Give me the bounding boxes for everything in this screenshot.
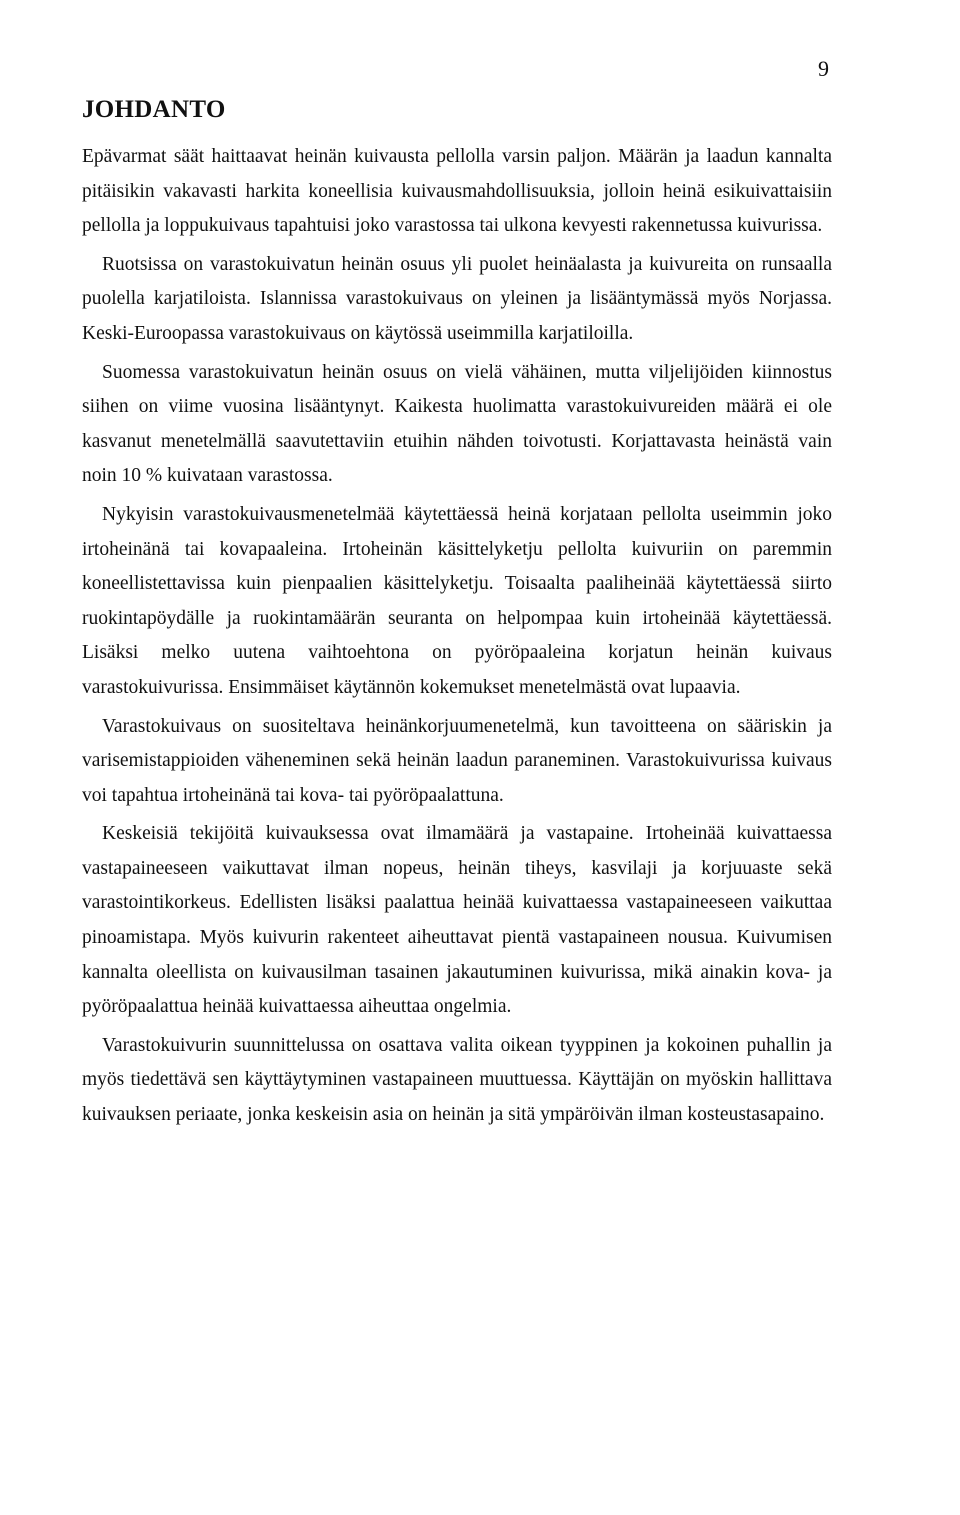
section-heading: JOHDANTO (82, 96, 226, 123)
paragraph: Suomessa varastokuivatun heinän osuus on vielä vähäinen, mutta viljelijöiden kiinnostus siihen on viime vuosina lisääntynyt. Kaikesta huolimatta varastokuivureiden määrä ei ole kasvanut menetelmällä saavutettaviin etuihin nähden toivotusti. Korjattavasta heinästä vain noin 10 % kuivataan varastossa. (82, 361, 832, 487)
paragraph: Varastokuivaus on suositeltava heinänkorjuumenetelmä, kun tavoitteena on sääriskin ja varisemistappioiden väheneminen sekä heinän laadun paraneminen. Varastokuivurissa kuivaus voi tapahtua irtoheinänä tai kova- tai pyöröpaalattuna. (82, 715, 832, 806)
paragraph: Ruotsissa on varastokuivatun heinän osuus yli puolet heinäalasta ja kuivureita on runsaalla puolella karjatiloista. Islannissa varastokuivaus on yleinen ja lisääntymässä myös Norjassa. Keski-Euroopassa varastokuivaus on käytössä useimmilla karjatiloilla. (82, 253, 832, 344)
body-text (82, 140, 832, 1137)
paragraph: Varastokuivurin suunnittelussa on osattava valita oikean tyyppinen ja kokoinen puhallin ja myös tiedettävä sen käyttäytyminen vastapaineen muuttuessa. Käyttäjän on myöskin hallittava kuivauksen periaate, jonka keskeisin asia on heinän ja sitä ympäröivän ilman kosteustasapaino. (82, 1034, 832, 1126)
paragraph: Nykyisin varastokuivausmenetelmää käytettäessä heinä korjataan pellolta useimmin joko irtoheinänä tai kovapaaleina. Irtoheinän käsittelyketju pellolta kuivuriin on paremmin koneellistettavissa kuin pienpaalien käsittelyketju. Toisaalta paaliheinää käytettäessä siirto ruokintapöydälle ja ruokintamäärän seuranta on helpompaa kuin irtoheinää käytettäessä. Lisäksi melko uutena vaihtoehtona on pyöröpaaleina korjatun heinän kuivaus varastokuivurissa. Ensimmäiset käytännön kokemukset menetelmästä ovat lupaavia. (82, 503, 832, 698)
page-number: 9 (818, 56, 829, 81)
paragraph: Epävarmat säät haittaavat heinän kuivausta pellolla varsin paljon. Määrän ja laadun kannalta pitäisikin vakavasti harkita koneellisia kuivausmahdollisuuksia, jolloin heinä esikuivattaisiin pellolla ja loppukuivaus tapahtuisi joko varastossa tai ulkona kevyesti rakennetussa kuivurissa. (82, 146, 832, 237)
paragraph: Keskeisiä tekijöitä kuivauksessa ovat ilmamäärä ja vastapaine. Irtoheinää kuivattaessa vastapaineeseen vaikuttavat ilman nopeus, heinän tiheys, kasvilaji ja korjuuaste sekä varastointikorkeus. Edellisten lisäksi paalattua heinää kuivattaessa vastapaineeseen vaikuttaa pinoamistapa. Myös kuivurin rakenteet aiheuttavat pientä vastapaineen nousua. Kuivumisen kannalta oleellista on kuivausilman tasainen jakautuminen kuivurissa, mikä ainakin kova- ja pyöröpaalattua heinää kuivattaessa aiheuttaa ongelmia. (82, 823, 832, 1018)
